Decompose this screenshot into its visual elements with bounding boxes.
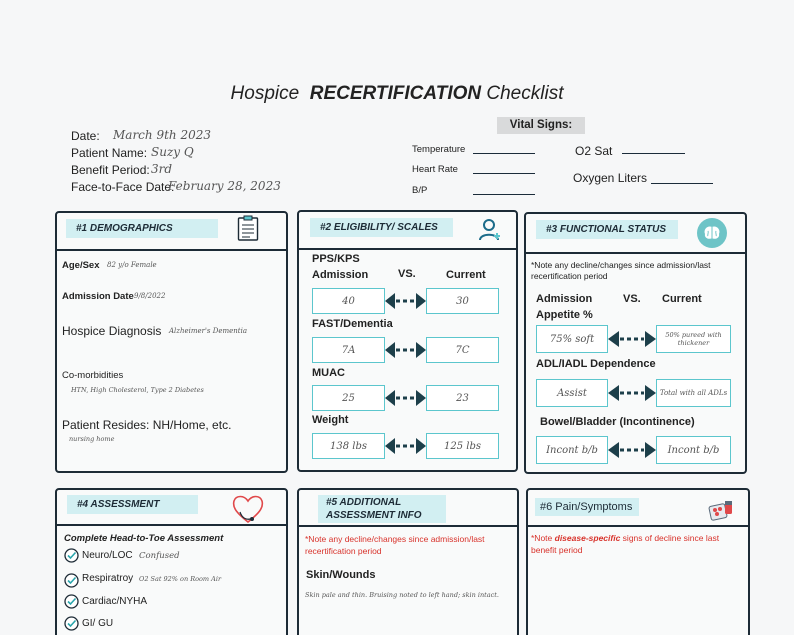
o2sat-label: O2 Sat (575, 144, 613, 158)
double-arrow-icon (385, 341, 426, 359)
double-arrow-icon (385, 292, 426, 310)
demographics-card (55, 211, 288, 473)
bowel-admission-box[interactable]: Incont b/b (536, 436, 608, 464)
appetite-admission-box[interactable]: 75% soft (536, 325, 608, 353)
functional-status-header: #3 FUNCTIONAL STATUS (536, 220, 678, 239)
benefit-period-value[interactable]: 3rd (151, 162, 173, 176)
adl-label: ADL/IADL Dependence (536, 358, 656, 370)
pain-symptoms-card (526, 488, 750, 635)
bowel-current-box[interactable]: Incont b/b (656, 436, 731, 464)
brain-icon (696, 217, 728, 249)
medication-icon (708, 499, 734, 521)
pps-admission-box[interactable]: 40 (312, 288, 385, 314)
hospice-diagnosis-value[interactable]: Alzheimer's Dementia (169, 327, 248, 335)
neuro-value[interactable]: Confused (139, 551, 180, 561)
patient-name-value[interactable]: Suzy Q (151, 145, 194, 159)
vital-signs-header: Vital Signs: (497, 117, 585, 134)
muac-admission-box[interactable]: 25 (312, 385, 385, 411)
fast-current-box[interactable]: 7C (426, 337, 499, 363)
double-arrow-icon (608, 441, 656, 459)
date-label: Date: (71, 129, 100, 143)
appetite-label: Appetite % (536, 309, 593, 321)
page-title (0, 83, 794, 105)
additional-header-line2: ASSESSMENT INFO (326, 510, 422, 521)
eligibility-rule (299, 248, 516, 250)
heart-stethoscope-icon (230, 492, 266, 526)
additional-note: *Note any decline/changes since admission/last recertification period (305, 534, 485, 556)
appetite-current-box[interactable]: 50% pureed with thickener (656, 325, 731, 353)
temperature-field[interactable] (473, 153, 535, 154)
date-value[interactable]: March 9th 2023 (113, 128, 211, 142)
admission-date-label: Admission Date (62, 291, 134, 302)
patient-resides-value[interactable]: nursing home (69, 435, 115, 443)
func-vs-label: VS. (623, 293, 641, 305)
elig-current-label: Current (446, 269, 486, 281)
elig-admission-label: Admission (312, 269, 369, 281)
pain-note-em: disease-specific (554, 533, 621, 543)
assessment-header: #4 ASSESSMENT (67, 495, 198, 514)
eligibility-header: #2 ELIGIBILITY/ SCALES (310, 218, 453, 237)
pain-header: #6 Pain/Symptoms (535, 498, 639, 516)
comorbidities-value[interactable]: HTN, High Cholesterol, Type 2 Diabetes (71, 386, 204, 394)
check-circle-icon[interactable] (64, 573, 79, 588)
f2f-label: Face-to-Face Date: (71, 180, 175, 194)
eligibility-card (297, 210, 518, 472)
check-circle-icon[interactable] (64, 594, 79, 609)
additional-header (318, 495, 446, 523)
weight-admission-box[interactable]: 138 lbs (312, 433, 385, 459)
adl-current-box[interactable]: Total with all ADLs (656, 379, 731, 407)
demographics-rule (57, 249, 286, 251)
additional-rule (299, 525, 517, 527)
pain-note-prefix: *Note (531, 533, 555, 543)
heart-rate-label: Heart Rate (412, 164, 458, 175)
assessment-rule (57, 524, 286, 526)
respiratory-value[interactable]: O2 Sat 92% on Room Air (139, 575, 222, 583)
bp-field[interactable] (473, 194, 535, 195)
check-circle-icon[interactable] (64, 616, 79, 631)
additional-header-line1: #5 ADDITIONAL (326, 497, 402, 508)
fast-label: FAST/Dementia (312, 318, 393, 330)
admission-date-value[interactable]: 9/8/2022 (134, 292, 166, 300)
adl-admission-box[interactable]: Assist (536, 379, 608, 407)
title-bold: RECERTIFICATION (309, 83, 482, 104)
double-arrow-icon (385, 389, 426, 407)
muac-label: MUAC (312, 367, 345, 379)
title-normal: Hospice (230, 83, 300, 104)
heart-rate-field[interactable] (473, 173, 535, 174)
pain-note-suffix: signs of decline since last benefit period (531, 533, 720, 555)
bowel-bladder-label: Bowel/Bladder (Incontinence) (540, 416, 695, 428)
hospice-diagnosis-label: Hospice Diagnosis (62, 324, 162, 338)
functional-status-card (524, 212, 747, 474)
neuro-label: Neuro/LOC (82, 550, 133, 561)
temperature-label: Temperature (412, 144, 466, 155)
assessment-subtitle: Complete Head-to-Toe Assessment (64, 533, 224, 544)
demographics-header: #1 DEMOGRAPHICS (66, 219, 218, 238)
oxygen-liters-field[interactable] (651, 183, 713, 184)
elig-vs-label: VS. (398, 268, 416, 280)
bp-label: B/P (412, 185, 428, 196)
func-current-label: Current (662, 293, 702, 305)
pps-current-box[interactable]: 30 (426, 288, 499, 314)
pain-note (531, 532, 743, 556)
functional-note: *Note any decline/changes since admission/last recertification period (531, 260, 711, 281)
pain-rule (528, 525, 748, 527)
comorbidities-label: Co-morbidities (62, 370, 124, 381)
double-arrow-icon (385, 437, 426, 455)
clipboard-icon (237, 215, 259, 241)
patient-name-label: Patient Name: (71, 146, 148, 160)
check-circle-icon[interactable] (64, 548, 79, 563)
user-add-icon (478, 218, 502, 242)
muac-current-box[interactable]: 23 (426, 385, 499, 411)
fast-admission-box[interactable]: 7A (312, 337, 385, 363)
f2f-value[interactable]: February 28, 2023 (168, 179, 281, 193)
pps-label: PPS/KPS (312, 253, 360, 265)
cardiac-label: Cardiac/NYHA (82, 596, 148, 607)
functional-rule (526, 252, 745, 254)
weight-label: Weight (312, 414, 349, 426)
o2sat-field[interactable] (622, 153, 685, 154)
respiratory-label: Respiratroy (82, 573, 134, 584)
patient-resides-label: Patient Resides: NH/Home, etc. (62, 418, 232, 432)
assessment-card (55, 488, 288, 635)
age-sex-value[interactable]: 82 y/o Female (107, 261, 157, 269)
double-arrow-icon (608, 384, 656, 402)
weight-current-box[interactable]: 125 lbs (426, 433, 499, 459)
oxygen-liters-label: Oxygen Liters (573, 171, 648, 185)
title-tail: Checklist (486, 83, 564, 104)
age-sex-label: Age/Sex (62, 260, 100, 271)
gi-gu-label: GI/ GU (82, 618, 114, 629)
func-admission-label: Admission (536, 293, 593, 305)
benefit-period-label: Benefit Period: (71, 163, 150, 177)
skin-wounds-label: Skin/Wounds (306, 569, 376, 581)
skin-wounds-value[interactable]: Skin pale and thin. Bruising noted to left hand; skin intact. (305, 591, 499, 599)
double-arrow-icon (608, 330, 656, 348)
additional-assessment-card (297, 488, 519, 635)
